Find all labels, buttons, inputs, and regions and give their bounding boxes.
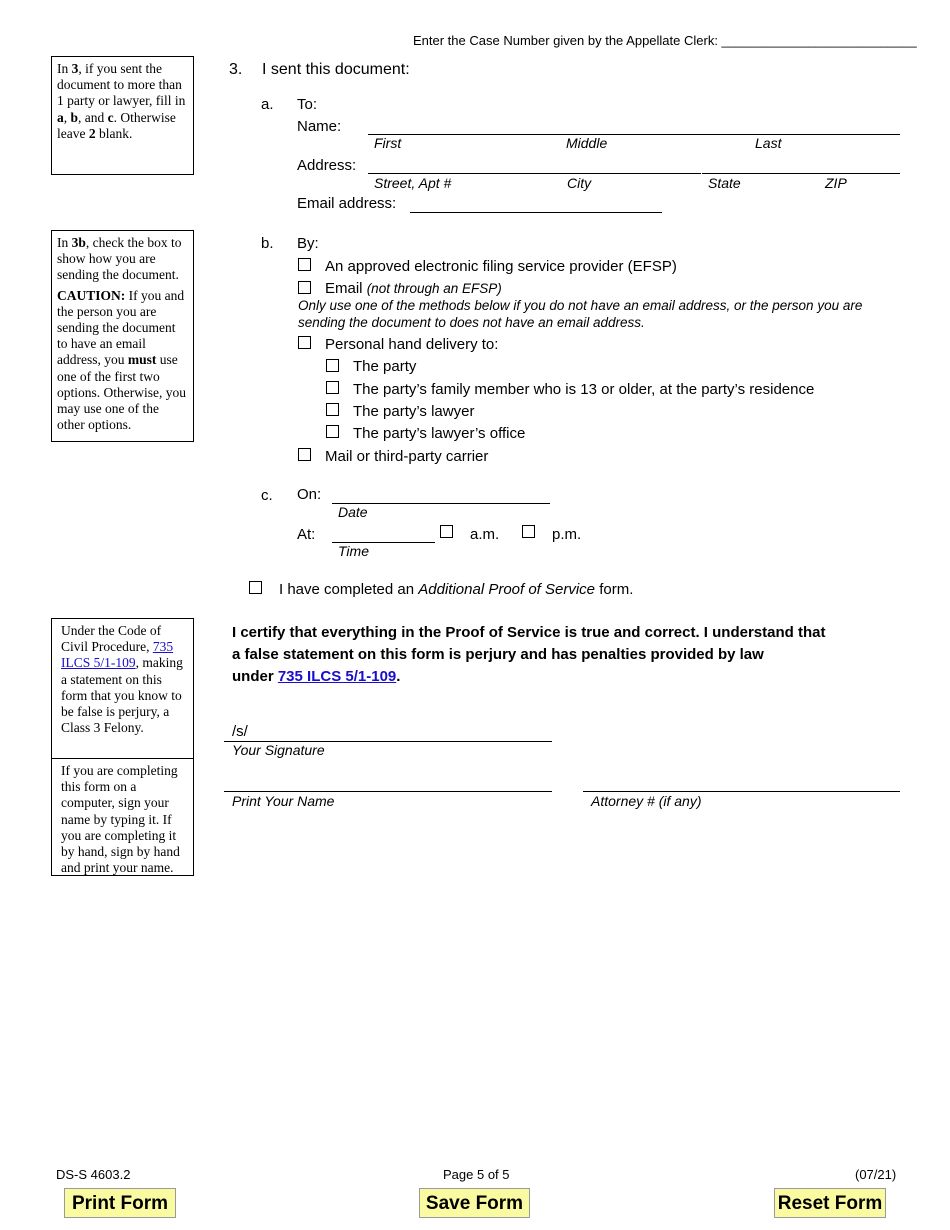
save-form-button[interactable]: Save Form xyxy=(419,1188,530,1218)
statute-link-sidebar[interactable]: 735 ILCS 5/1-109 xyxy=(61,639,174,671)
form-id: DS-S 4603.2 xyxy=(56,1167,131,1182)
efsp-checkbox[interactable] xyxy=(298,258,311,271)
address-label: Address: xyxy=(297,157,357,174)
certify-line-3: under 735 ILCS 5/1-109. xyxy=(232,668,401,685)
case-number-label: Enter the Case Number given by the Appellate Clerk: ___________________________ xyxy=(413,33,917,48)
certify-line-2: a false statement on this form is perjury and has penalties provided by law xyxy=(232,646,764,663)
hand-delivery-checkbox[interactable] xyxy=(298,336,311,349)
hand-delivery-label: Personal hand delivery to: xyxy=(325,336,499,353)
signature-value[interactable]: /s/ xyxy=(232,723,248,740)
by-label: By: xyxy=(297,235,319,252)
efsp-option-label: An approved electronic filing service provider (EFSP) xyxy=(325,258,677,275)
pm-checkbox[interactable] xyxy=(522,525,535,538)
party-option-label: The party xyxy=(353,358,417,375)
mail-option-label: Mail or third-party carrier xyxy=(325,448,489,465)
method-note-line2: sending the document to does not have an email address. xyxy=(298,315,645,330)
state-zip-field[interactable] xyxy=(702,173,900,174)
instruction-box-section-3: In 3, if you sent the document to more than 1 party or lawyer, fill in a, b, and c. Otherwise leave 2 blank. xyxy=(51,56,194,175)
first-name-label: First xyxy=(374,135,402,151)
name-label: Name: xyxy=(297,118,342,135)
date-label: Date xyxy=(338,504,368,520)
item-a-letter: a. xyxy=(261,96,274,113)
reset-form-button[interactable]: Reset Form xyxy=(774,1188,886,1218)
party-checkbox[interactable] xyxy=(326,359,339,372)
print-form-button[interactable]: Print Form xyxy=(64,1188,176,1218)
page-number: Page 5 of 5 xyxy=(443,1167,510,1182)
attorney-number-label: Attorney # (if any) xyxy=(591,793,702,809)
at-label: At: xyxy=(297,526,316,543)
am-label: a.m. xyxy=(470,526,500,543)
item-b-letter: b. xyxy=(261,235,274,252)
family-member-checkbox[interactable] xyxy=(326,381,339,394)
street-label: Street, Apt # xyxy=(374,175,452,191)
method-note-line1: Only use one of the methods below if you do not have an email address, or the person you are xyxy=(298,298,863,313)
on-label: On: xyxy=(297,486,322,503)
email-checkbox[interactable] xyxy=(298,281,311,294)
time-label: Time xyxy=(338,543,369,559)
mail-checkbox[interactable] xyxy=(298,448,311,461)
additional-proof-checkbox[interactable] xyxy=(249,581,262,594)
statute-link[interactable]: 735 ILCS 5/1-109 xyxy=(277,668,397,685)
family-member-option-label: The party’s family member who is 13 or older, at the party’s residence xyxy=(353,381,815,398)
section-number: 3. xyxy=(229,61,243,78)
zip-label: ZIP xyxy=(825,175,847,191)
party-lawyer-option-label: The party’s lawyer xyxy=(353,403,475,420)
middle-name-label: Middle xyxy=(566,135,608,151)
perjury-notice-box: Under the Code of Civil Procedure, 735 ILCS 5/1-109, making a statement on this form that you know to be false is perjury, a Class 3 Felony. xyxy=(51,618,194,759)
street-city-field[interactable] xyxy=(368,173,701,174)
state-label: State xyxy=(708,175,741,191)
additional-proof-label: I have completed an Additional Proof of Service form. xyxy=(279,581,634,598)
instruction-box-section-3b: In 3b, check the box to show how you are sending the document. CAUTION: If you and the person you are sending the document to have an email address, you must use one of the first two options. Otherwise, you may use one of the other options. xyxy=(51,230,194,442)
print-name-label: Print Your Name xyxy=(232,793,335,809)
lawyer-office-option-label: The party’s lawyer’s office xyxy=(353,425,526,442)
city-label: City xyxy=(567,175,592,191)
section-title: I sent this document: xyxy=(262,61,410,78)
email-address-label: Email address: xyxy=(297,195,397,212)
party-lawyer-checkbox[interactable] xyxy=(326,403,339,416)
to-label: To: xyxy=(297,96,318,113)
am-checkbox[interactable] xyxy=(440,525,453,538)
signing-instructions-box: If you are completing this form on a computer, sign your name by typing it. If you are completing it by hand, sign by hand and print your name. xyxy=(51,759,194,876)
pm-label: p.m. xyxy=(552,526,582,543)
email-address-field[interactable] xyxy=(410,212,662,213)
signature-label: Your Signature xyxy=(232,742,325,758)
print-name-field[interactable] xyxy=(224,791,552,792)
item-c-letter: c. xyxy=(261,487,273,504)
attorney-number-field[interactable] xyxy=(583,791,900,792)
form-date: (07/21) xyxy=(855,1167,897,1182)
last-name-label: Last xyxy=(755,135,782,151)
lawyer-office-checkbox[interactable] xyxy=(326,425,339,438)
email-option-label: Email (not through an EFSP) xyxy=(325,280,502,297)
name-field[interactable] xyxy=(368,134,900,135)
certify-line-1: I certify that everything in the Proof of Service is true and correct. I understand that xyxy=(232,624,826,641)
